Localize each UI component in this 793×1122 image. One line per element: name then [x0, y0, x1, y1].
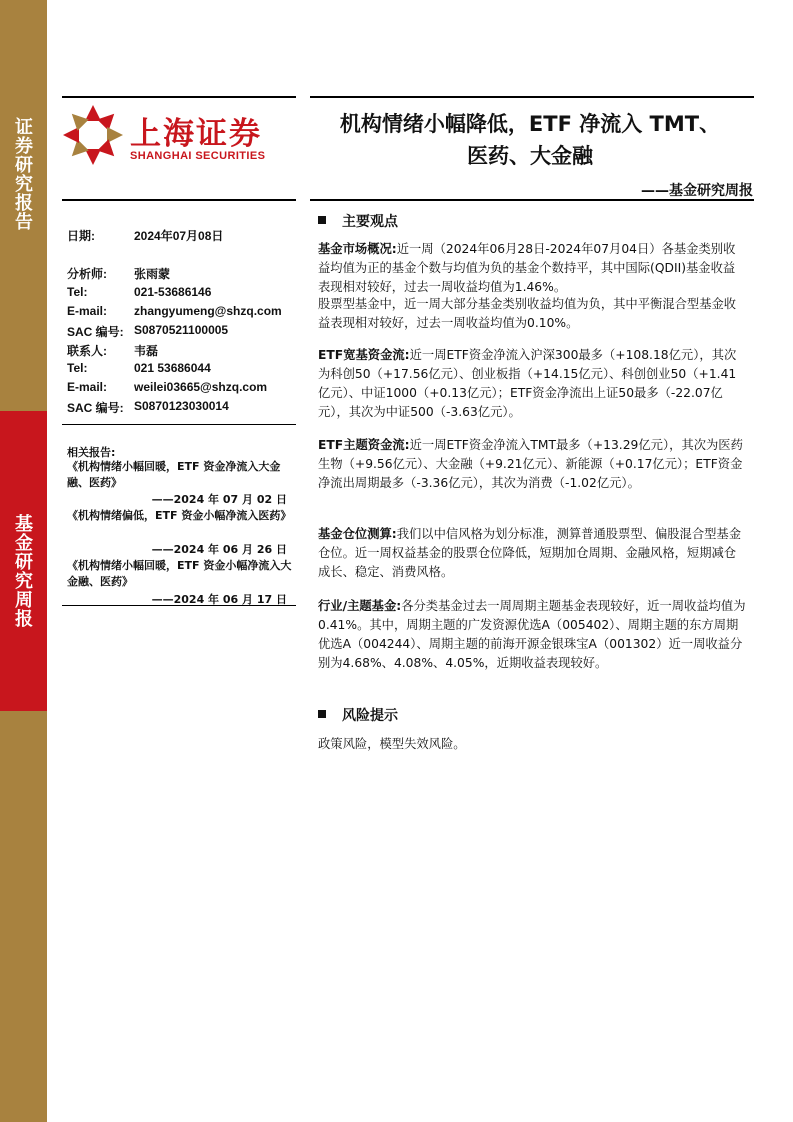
contact-tel-label: Tel: [67, 361, 88, 375]
contact-name: 韦磊 [134, 344, 159, 358]
section-risk-title: 风险提示 [342, 708, 398, 724]
para-equity-funds: 股票型基金中，近一周大部分基金类别收益均值为负，其中平衡混合型基金收益表现相对较好，过去一周收益均值为0.10%。 [318, 297, 737, 330]
section-main-view [318, 211, 398, 231]
para-etf-theme-flow-label: ETF主题资金流: [318, 438, 410, 452]
meta-divider [62, 424, 296, 425]
analyst-sac-label: SAC 编号: [67, 325, 124, 339]
side-label-report: 证券研究报告 [15, 117, 33, 233]
analyst-name: 张雨蒙 [134, 267, 171, 281]
analyst-tel-label: Tel: [67, 285, 88, 299]
header-rule-left [62, 199, 296, 201]
contact-email-label: E-mail: [67, 380, 108, 394]
date-value: 2024年07月08日 [134, 229, 224, 243]
para-risk: 政策风险，模型失效风险。 [318, 737, 466, 751]
brand-name-cn: 上海证券 [130, 116, 262, 152]
report-title-line2: 医药、大金融 [467, 144, 593, 168]
para-position-estimate [318, 525, 746, 582]
report-title [310, 108, 750, 172]
para-position-estimate-label: 基金仓位测算: [318, 527, 397, 541]
contact-email[interactable]: weilei03665@shzq.com [134, 380, 268, 394]
brand-logo [62, 104, 277, 168]
contact-sac-label: SAC 编号: [67, 401, 124, 415]
related-item-date: ——2024 年 07 月 02 日 [151, 493, 287, 506]
para-market-overview [318, 240, 746, 297]
related-item-title[interactable]: 《机构情绪小幅回暖，ETF 资金净流入大金融、医药》 [67, 460, 281, 489]
date-label: 日期: [67, 229, 95, 243]
related-heading: 相关报告: [67, 446, 116, 459]
analyst-email-label: E-mail: [67, 304, 108, 318]
para-etf-broad-flow-text: 近一周ETF资金净流入沪深300最多（+108.18亿元），其次为科创50（+17.56亿元）、创业板指（+14.15亿元）、科创创业50（+1.41亿元）、中证1000（+0.13亿元）；ETF资金净流出上证50最多（-22.07亿元），其次为中证500（-3.63亿元）。 [318, 348, 737, 419]
brand-mark-icon [62, 104, 124, 166]
top-rule-right [310, 96, 754, 98]
para-market-overview-text: 近一周（2024年06月28日-2024年07月04日）各基金类别收益均值为正的基金个数与均值为负的基金个数持平，其中国际(QDII)基金收益表现相对较好，过去一周收益均值为1.46%。 [318, 242, 736, 294]
related-item-title[interactable]: 《机构情绪偏低，ETF 资金小幅净流入医药》 [67, 509, 292, 522]
analyst-email[interactable]: zhangyumeng@shzq.com [134, 304, 282, 318]
analyst-sac: S0870521100005 [134, 323, 229, 337]
report-subtitle: ——基金研究周报 [641, 183, 753, 199]
contact-label: 联系人: [67, 344, 107, 358]
contact-sac: S0870123030014 [134, 399, 229, 413]
square-bullet-icon [318, 216, 326, 224]
para-industry-theme-label: 行业/主题基金: [318, 599, 402, 613]
analyst-tel: 021-53686146 [134, 285, 212, 299]
para-etf-broad-flow [318, 346, 746, 422]
para-market-overview-label: 基金市场概况: [318, 242, 397, 256]
brand-name-en: SHANGHAI SECURITIES [130, 150, 266, 162]
square-bullet-icon [318, 710, 326, 718]
side-label-weekly: 基金研究周报 [15, 514, 33, 630]
related-item-date: ——2024 年 06 月 26 日 [151, 543, 287, 556]
related-item-title[interactable]: 《机构情绪小幅回暖，ETF 资金小幅净流入大金融、医药》 [67, 559, 292, 588]
para-etf-theme-flow-text: 近一周ETF资金净流入TMT最多（+13.29亿元），其次为医药生物（+9.56亿元）、大金融（+9.21亿元）、新能源（+0.17亿元）；ETF资金净流出周期最多（-3.36亿元），其次为消费（-1.02亿元）。 [318, 438, 743, 490]
para-position-estimate-text: 我们以中信风格为划分标准，测算普通股票型、偏股混合型基金仓位。近一周权益基金的股票仓位降低，短期加仓周期、金融风格，短期减仓成长、稳定、消费风格。 [318, 527, 742, 579]
para-etf-broad-flow-label: ETF宽基资金流: [318, 348, 410, 362]
para-etf-theme-flow [318, 436, 746, 493]
para-industry-theme [318, 597, 746, 673]
contact-tel: 021 53686044 [134, 361, 211, 375]
analyst-label: 分析师: [67, 267, 107, 281]
related-item-date: ——2024 年 06 月 17 日 [151, 593, 287, 606]
section-risk [318, 705, 398, 725]
top-rule-left [62, 96, 296, 98]
report-title-line1: 机构情绪小幅降低，ETF 净流入 TMT、 [339, 112, 721, 136]
section-main-view-title: 主要观点 [342, 214, 398, 230]
para-industry-theme-text: 各分类基金过去一周周期主题基金表现较好，近一周收益均值为0.41%。其中，周期主题的广发资源优选A（005402）、周期主题的东方周期优选A（004244）、周期主题的前海开源金银珠宝A（001302）近一周收益分别为4.68%、4.08%、4.05%，近期收益表现较好。 [318, 599, 746, 670]
